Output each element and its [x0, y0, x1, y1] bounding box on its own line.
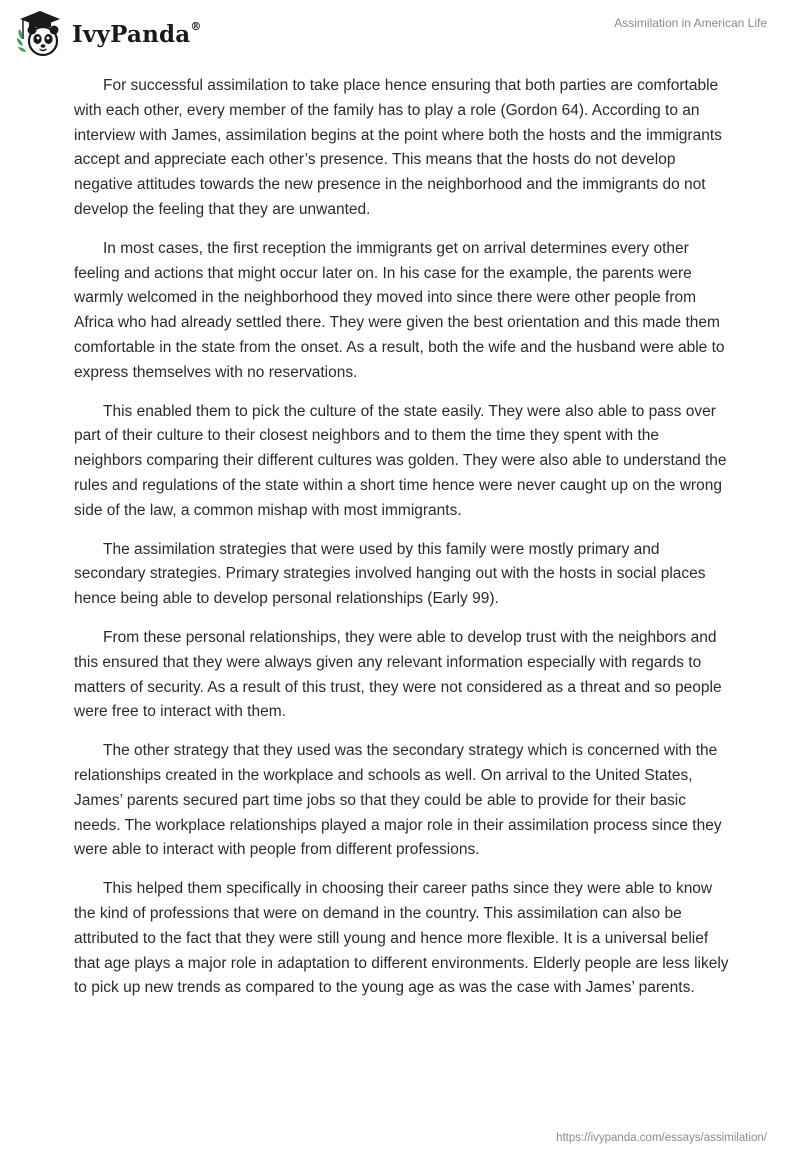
paragraph: In most cases, the first reception the immigrants get on arrival determines every other feeling and actions that might occur later on. In his case for the example, the parents were warmly welcomed in the neighborhood they moved into since there were other people from Africa who had already settled there. They were given the best orientation and this made them comfortable in the state from the onset. As a result, both the wife and the husband were able to express themselves with no reservations.: [74, 239, 725, 381]
essay-body: [74, 74, 730, 1015]
brand-logo[interactable]: [14, 8, 202, 58]
source-url[interactable]: https://ivypanda.com/essays/assimilation/: [556, 1132, 767, 1144]
brand-name: [72, 21, 202, 48]
registered-mark: ®: [190, 19, 202, 33]
paragraph: This helped them specifically in choosing their career paths since they were able to know the kind of professions that were on demand in the country. This assimilation can also be attributed to the fact that they were still young and hence more flexible. It is a universal belief that age plays a major role in adaptation to different environments. Elderly people are less likely to pick up new trends as compared to the young age as was the case with James’ parents.: [74, 880, 729, 997]
paragraph: The other strategy that they used was the secondary strategy which is concerned with the relationships created in the workplace and schools as well. On arrival to the United States, James’ parents secured part time jobs so that they could be able to provide for their basic needs. The workplace relationships played a major role in their assimilation process since they were able to interact with people from different professions.: [74, 742, 722, 859]
page-header: [0, 0, 800, 70]
panda-graduate-icon: [14, 8, 66, 58]
paragraph: The assimilation strategies that were used by this family were mostly primary and secondary strategies. Primary strategies involved hanging out with the hosts in social places hence being able to develop personal relationships (Early 99).: [74, 540, 706, 608]
brand-name-text: IvyPanda: [72, 20, 191, 48]
paragraph: From these personal relationships, they were able to develop trust with the neighbors and this ensured that they were always given any relevant information especially with regards to matters of security. As a result of this trust, they were not considered as a threat and so people were free to interact with them.: [74, 628, 722, 721]
paragraph: This enabled them to pick the culture of the state easily. They were also able to pass over part of their culture to their closest neighbors and to them the time they spent with the neighbors comparing their different cultures was golden. They were also able to understand the rules and regulations of the state within a short time hence were never caught up on the wrong side of the law, a common mishap with most immigrants.: [74, 402, 727, 519]
paragraph: For successful assimilation to take place hence ensuring that both parties are comfortable with each other, every member of the family has to play a role (Gordon 64). According to an interview with James, assimilation begins at the point where both the hosts and the immigrants accept and appreciate each other’s presence. This means that the hosts do not develop negative attitudes towards the new presence in the neighborhood and the immigrants do not develop the feeling that they are unwanted.: [74, 77, 722, 218]
document-title: Assimilation in American Life: [614, 16, 767, 30]
